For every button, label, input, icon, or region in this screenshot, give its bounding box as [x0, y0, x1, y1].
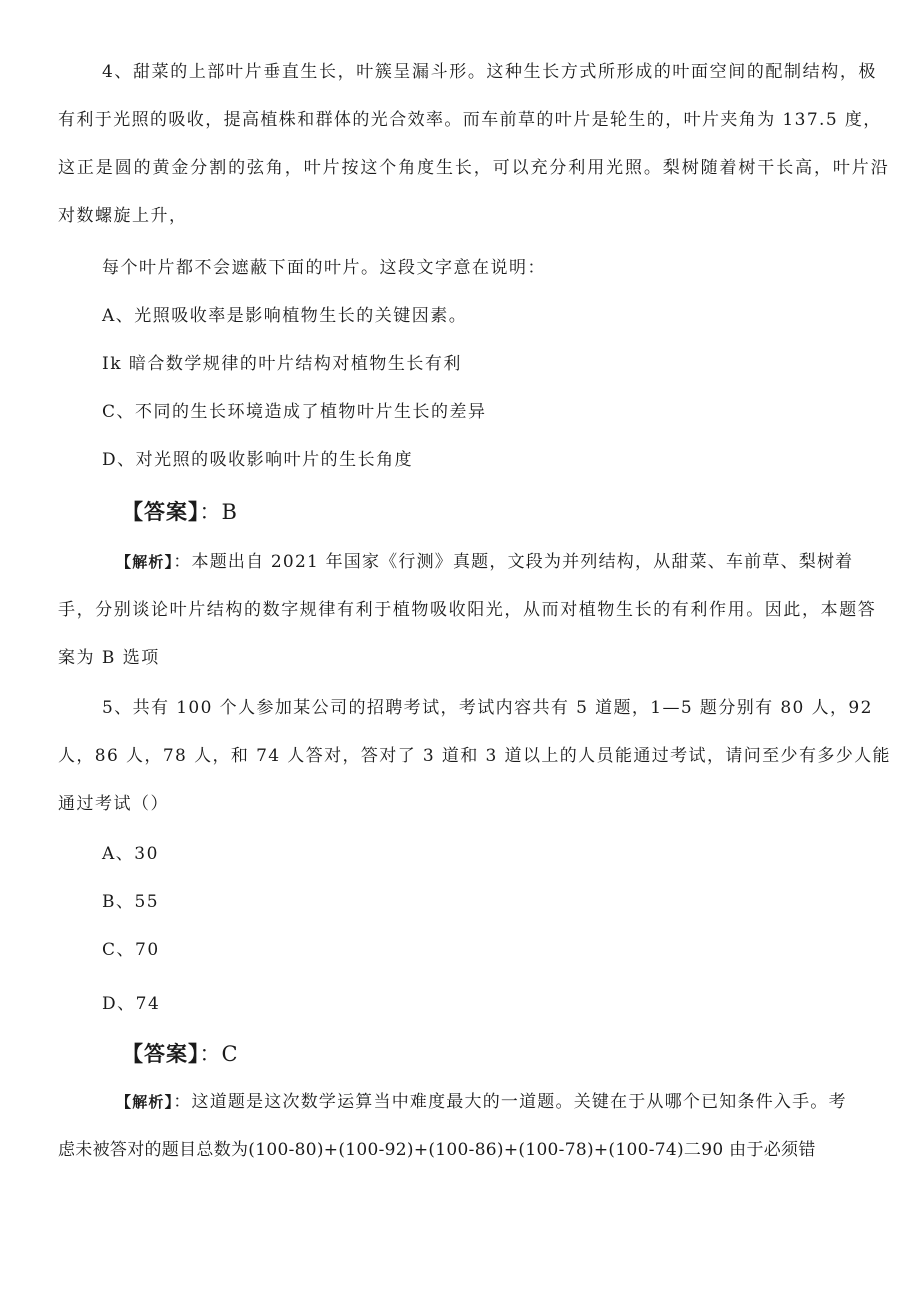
q5-option-b: B、55: [102, 892, 160, 912]
q5-text-line-2: 人，86 人，78 人，和 74 人答对，答对了 3 道和 3 道以上的人员能通过考试，请问至少有多少人能: [58, 746, 891, 766]
q5-explanation-line-1: [116, 1090, 847, 1114]
q4-answer-value: ：B: [199, 500, 238, 524]
q4-answer: [122, 498, 238, 526]
q4-option-d: D、对光照的吸收影响叶片的生长角度: [102, 450, 414, 470]
q5-answer: [122, 1040, 239, 1068]
q4-explanation-line-1: [116, 550, 853, 574]
q4-option-b: Ik 暗合数学规律的叶片结构对植物生长有利: [102, 354, 462, 374]
q4-option-c: C、不同的生长环境造成了植物叶片生长的差异: [102, 402, 487, 422]
q5-answer-label: 【答案】: [122, 1042, 200, 1066]
q4-answer-label: 【答案】: [122, 500, 200, 524]
q5-explanation-line-2: 虑未被答对的题目总数为(100-80)+(100-92)+(100-86)+(100-78)+(100-74)二90 由于必须错: [58, 1140, 816, 1160]
q4-text-line-2: 有利于光照的吸收，提高植株和群体的光合效率。而车前草的叶片是轮生的，叶片夹角为 137.5 度，: [58, 110, 882, 130]
q5-explanation-text-1: ：这道题是这次数学运算当中难度最大的一道题。关键在于从哪个已知条件入手。考: [173, 1092, 847, 1112]
q4-explanation-text-1: ：本题出自 2021 年国家《行测》真题，文段为并列结构，从甜菜、车前草、梨树着: [173, 552, 854, 572]
q4-text-line-5: 每个叶片都不会遮蔽下面的叶片。这段文字意在说明：: [102, 258, 546, 278]
q5-text-line-1: 5、共有 100 个人参加某公司的招聘考试，考试内容共有 5 道题，1—5 题分别有 80 人，92: [102, 698, 873, 718]
q4-text-line-1: 4、甜菜的上部叶片垂直生长，叶簇呈漏斗形。这种生长方式所形成的叶面空间的配制结构，极: [102, 62, 878, 82]
q5-option-d: D、74: [102, 994, 161, 1014]
q4-explanation-line-3: 案为 B 选项: [58, 648, 160, 668]
q4-explanation-label: 【解析】: [116, 553, 174, 571]
q4-text-line-4: 对数螺旋上升，: [58, 206, 188, 226]
q5-answer-value: ：C: [199, 1042, 239, 1066]
q4-explanation-line-2: 手，分别谈论叶片结构的数字规律有利于植物吸收阳光，从而对植物生长的有利作用。因此，本题答: [58, 600, 877, 620]
q5-option-a: A、30: [102, 844, 159, 864]
q5-text-line-3: 通过考试（）: [58, 794, 169, 814]
q5-option-c: C、70: [102, 940, 160, 960]
q5-explanation-label: 【解析】: [116, 1093, 174, 1111]
q4-option-a: A、光照吸收率是影响植物生长的关键因素。: [102, 306, 468, 326]
q4-text-line-3: 这正是圆的黄金分割的弦角，叶片按这个角度生长，可以充分利用光照。梨树随着树干长高，叶片沿: [58, 158, 890, 178]
